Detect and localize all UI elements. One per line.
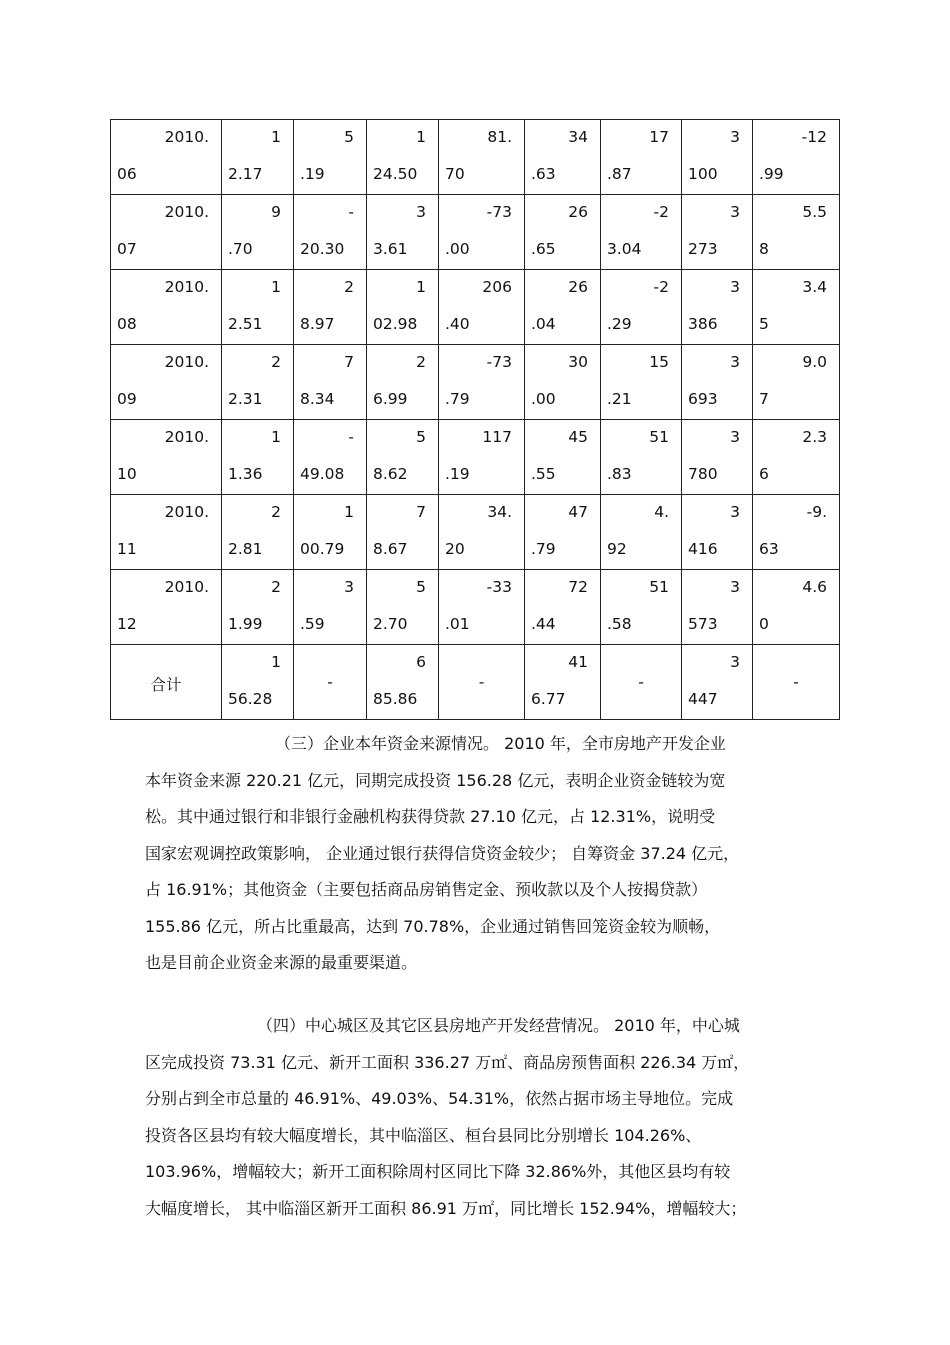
cell-value-line2: .79 [531,540,556,558]
cell-value-line1: 2010. [164,353,209,371]
cell-value-line2: 2.51 [228,315,263,333]
cell-value-line2: 20 [445,540,465,558]
cell-value-line2: 693 [688,390,718,408]
cell-value-line1: -2 [653,278,669,296]
cell-value-line1: 1 [271,653,281,671]
table-cell [294,195,367,270]
cell-value-line2: .29 [607,315,632,333]
cell-value-line2: 10 [117,465,137,483]
cell-value-line1: 26 [568,278,588,296]
table-cell [753,495,840,570]
text-line: 投资各区县均有较大幅度增长，其中临淄区、桓台县同比分别增长 104.26%、 [145,1125,702,1145]
cell-value: - [478,673,485,691]
cell-value-line2: .21 [607,390,632,408]
table-cell [525,345,601,420]
cell-value-line2: 386 [688,315,718,333]
table-cell [222,345,294,420]
cell-value-line1: 2010. [164,278,209,296]
table-cell [367,345,439,420]
cell-value-line1: 2 [344,278,354,296]
cell-value: - [327,673,333,691]
table-cell [682,120,753,195]
cell-value-line2: 8.62 [373,465,408,483]
row-label-cell [111,645,222,720]
cell-value-line2: 08 [117,315,137,333]
cell-value-line1: 3 [730,353,740,371]
text-line: （三）企业本年资金来源情况。 2010 年，全市房地产开发企业 [275,734,726,753]
cell-value-line2: .44 [531,615,556,633]
table-row [111,195,840,270]
row-label-cell [111,120,222,195]
cell-value-line2: 85.86 [373,690,418,708]
table-cell [682,645,753,720]
cell-value-line1: 2 [271,503,281,521]
cell-value-line1: 9 [271,203,281,221]
cell-value: 合计 [150,676,182,694]
cell-value-line2: 70 [445,165,465,183]
table-cell [753,645,840,720]
table-cell [682,195,753,270]
table-cell [222,420,294,495]
cell-value-line2: 416 [688,540,718,558]
text-line: 分别占到全市总量的 46.91%、49.03%、54.31%，依然占据市场主导地位。完成 [145,1089,734,1108]
cell-value-line1: 51 [649,428,669,446]
table-cell [682,495,753,570]
cell-value-line1: 26 [568,203,588,221]
cell-value-line2: 1.99 [228,615,263,633]
cell-value-line1: 9.0 [802,353,827,371]
cell-value-line2: .83 [607,465,632,483]
table-cell [525,420,601,495]
text-line: 松。其中通过银行和非银行金融机构获得贷款 27.10 亿元，占 12.31%，说明受 [145,807,716,826]
table-cell [367,570,439,645]
cell-value-line1: -33 [486,578,512,596]
cell-value-line1: -9. [806,503,827,521]
cell-value-line2: 92 [607,540,627,558]
cell-value-line1: 2010. [164,128,209,146]
table-row [111,495,840,570]
table-cell [439,495,525,570]
table-cell [601,570,682,645]
cell-value-line2: .70 [228,240,253,258]
cell-value-line1: -73 [486,353,512,371]
cell-value-line2: .58 [607,615,632,633]
cell-value-line2: .87 [607,165,632,183]
cell-value-line1: 2 [271,578,281,596]
text-line: 也是目前企业资金来源的最重要渠道。 [145,953,418,972]
cell-value-line2: .00 [445,240,470,258]
cell-value-line1: 3 [730,503,740,521]
cell-value-line1: 2010. [164,203,209,221]
cell-value-line2: .63 [531,165,556,183]
table-cell [367,120,439,195]
text-line: 国家宏观调控政策影响， 企业通过银行获得信贷资金较少； 自筹资金 37.24 亿元， [145,843,740,863]
cell-value-line2: 5 [759,315,769,333]
cell-value-line2: 2.17 [228,165,263,183]
cell-value-line1: 3 [730,203,740,221]
cell-value-line1: 3 [730,278,740,296]
cell-value-line1: 5.5 [802,203,827,221]
table-cell [294,270,367,345]
table-cell [601,420,682,495]
cell-value-line1: 72 [568,578,588,596]
cell-value-line2: 63 [759,540,779,558]
cell-value-line2: .04 [531,315,556,333]
table-cell [682,570,753,645]
cell-value-line1: 3.4 [802,278,827,296]
cell-value-line1: 117 [482,428,512,446]
cell-value-line2: 09 [117,390,137,408]
cell-value-line1: - [348,428,354,446]
cell-value-line1: 34 [568,128,588,146]
cell-value-line2: .65 [531,240,556,258]
table-cell [367,645,439,720]
row-label-cell [111,570,222,645]
table-cell [367,270,439,345]
cell-value-line2: 8.67 [373,540,408,558]
table-row [111,645,840,720]
cell-value-line2: .55 [531,465,556,483]
cell-value-line1: 1 [416,128,426,146]
cell-value-line2: 6.99 [373,390,408,408]
table-cell [222,270,294,345]
row-label-cell [111,270,222,345]
table-row [111,120,840,195]
cell-value-line1: 3 [730,428,740,446]
cell-value-line1: 30 [568,353,588,371]
table-cell [439,270,525,345]
cell-value-line2: .59 [300,615,325,633]
cell-value-line1: 2.3 [802,428,827,446]
table-cell [753,345,840,420]
cell-value-line2: .19 [445,465,470,483]
table-cell [439,420,525,495]
table-cell [294,345,367,420]
cell-value-line1: 2010. [164,503,209,521]
cell-value-line2: 00.79 [300,540,345,558]
cell-value-line2: 1.36 [228,465,263,483]
table-cell [367,420,439,495]
table-row [111,570,840,645]
table-cell [439,345,525,420]
cell-value-line1: 5 [344,128,354,146]
cell-value-line1: 2 [416,353,426,371]
row-label-cell [111,495,222,570]
cell-value-line2: 12 [117,615,137,633]
table-cell [525,120,601,195]
monthly-data-table [110,119,840,720]
cell-value-line2: 8.34 [300,390,335,408]
cell-value-line1: 3 [730,653,740,671]
cell-value-line2: .01 [445,615,470,633]
cell-value-line2: 3.61 [373,240,408,258]
table-cell [439,570,525,645]
table-cell [601,645,682,720]
text-line: 区完成投资 73.31 亿元、新开工面积 336.27 万㎡、商品房预售面积 226.34 万㎡， [145,1052,750,1072]
table-cell [439,195,525,270]
cell-value-line1: 206 [482,278,512,296]
row-label-cell [111,420,222,495]
cell-value-line2: 8 [759,240,769,258]
cell-value-line1: 34. [487,503,512,521]
cell-value-line1: 6 [416,653,426,671]
cell-value-line1: 3 [730,128,740,146]
table-cell [601,270,682,345]
table-cell [682,420,753,495]
cell-value-line2: 573 [688,615,718,633]
cell-value-line1: 51 [649,578,669,596]
cell-value-line1: 5 [416,578,426,596]
cell-value-line2: .99 [759,165,784,183]
cell-value-line1: 1 [344,503,354,521]
cell-value: - [793,673,799,691]
table-cell [222,120,294,195]
cell-value-line2: 24.50 [373,165,418,183]
row-label-cell [111,195,222,270]
cell-value-line2: 7 [759,390,769,408]
cell-value-line2: 447 [688,690,718,708]
cell-value-line1: 2010. [164,578,209,596]
table-cell [682,270,753,345]
cell-value-line2: .79 [445,390,470,408]
cell-value-line1: 81. [487,128,512,146]
cell-value-line2: 02.98 [373,315,418,333]
cell-value-line2: 2.81 [228,540,263,558]
cell-value-line2: 2.70 [373,615,408,633]
cell-value: - [638,673,644,691]
cell-value-line1: 1 [416,278,426,296]
cell-value-line1: 15 [649,353,669,371]
table-cell [222,195,294,270]
cell-value-line2: 3.04 [607,240,642,258]
cell-value-line1: - [348,203,354,221]
table-cell [525,195,601,270]
cell-value-line2: 273 [688,240,718,258]
cell-value-line2: .00 [531,390,556,408]
cell-value-line2: 11 [117,540,137,558]
cell-value-line1: 5 [416,428,426,446]
table-cell [753,570,840,645]
table-cell [601,495,682,570]
cell-value-line2: 6 [759,465,769,483]
cell-value-line1: -12 [801,128,827,146]
table-cell [222,495,294,570]
cell-value-line1: 4. [654,503,669,521]
cell-value-line2: 06 [117,165,137,183]
cell-value-line1: 3 [730,578,740,596]
cell-value-line2: 8.97 [300,315,335,333]
table-cell [222,645,294,720]
table-cell [439,120,525,195]
cell-value-line2: 0 [759,615,769,633]
cell-value-line1: 41 [568,653,588,671]
cell-value-line2: 2.31 [228,390,263,408]
cell-value-line1: 7 [344,353,354,371]
table-cell [682,345,753,420]
table-cell [753,420,840,495]
cell-value-line1: 1 [271,428,281,446]
cell-value-line1: -73 [486,203,512,221]
cell-value-line1: 1 [271,128,281,146]
table-cell [294,570,367,645]
cell-value-line1: 17 [649,128,669,146]
table-cell [601,195,682,270]
cell-value-line2: 6.77 [531,690,566,708]
cell-value-line2: 07 [117,240,137,258]
cell-value-line1: 2010. [164,428,209,446]
table-cell [525,495,601,570]
table-cell [753,270,840,345]
table-cell [525,645,601,720]
table-cell [367,195,439,270]
cell-value-line2: 20.30 [300,240,345,258]
table-cell [601,120,682,195]
section-4-district-overview [145,1008,825,1227]
cell-value-line1: 4.6 [802,578,827,596]
section-3-funding-sources [145,726,825,982]
cell-value-line1: 47 [568,503,588,521]
table-cell [753,195,840,270]
text-line: 本年资金来源 220.21 亿元，同期完成投资 156.28 亿元，表明企业资金链较为宽 [145,770,726,790]
cell-value-line1: 7 [416,503,426,521]
table-cell [367,495,439,570]
text-line: 占 16.91%；其他资金（主要包括商品房销售定金、预收款以及个人按揭贷款） [145,880,708,899]
table-cell [294,420,367,495]
table-cell [222,570,294,645]
text-line: 大幅度增长， 其中临淄区新开工面积 86.91 万㎡，同比增长 152.94%，增幅较大； [145,1198,747,1218]
table-row [111,420,840,495]
text-line: （四）中心城区及其它区县房地产开发经营情况。 2010 年，中心城 [257,1016,740,1035]
cell-value-line2: 56.28 [228,690,273,708]
cell-value-line2: .40 [445,315,470,333]
cell-value-line2: 100 [688,165,718,183]
cell-value-line1: 3 [416,203,426,221]
table-row [111,270,840,345]
row-label-cell [111,345,222,420]
cell-value-line1: 45 [568,428,588,446]
cell-value-line2: 49.08 [300,465,345,483]
cell-value-line1: -2 [653,203,669,221]
cell-value-line1: 1 [271,278,281,296]
table-cell [753,120,840,195]
table-cell [294,120,367,195]
table-cell [525,570,601,645]
table-cell [439,645,525,720]
cell-value-line1: 2 [271,353,281,371]
cell-value-line2: .19 [300,165,325,183]
table-cell [601,345,682,420]
text-line: 155.86 亿元，所占比重最高，达到 70.78%，企业通过销售回笼资金较为顺畅， [145,916,721,936]
table-cell [294,495,367,570]
table-cell [294,645,367,720]
cell-value-line1: 3 [344,578,354,596]
cell-value-line2: 780 [688,465,718,483]
table-row [111,345,840,420]
text-line: 103.96%，增幅较大；新开工面积除周村区同比下降 32.86%外，其他区县均有较 [145,1162,731,1181]
table-cell [525,270,601,345]
